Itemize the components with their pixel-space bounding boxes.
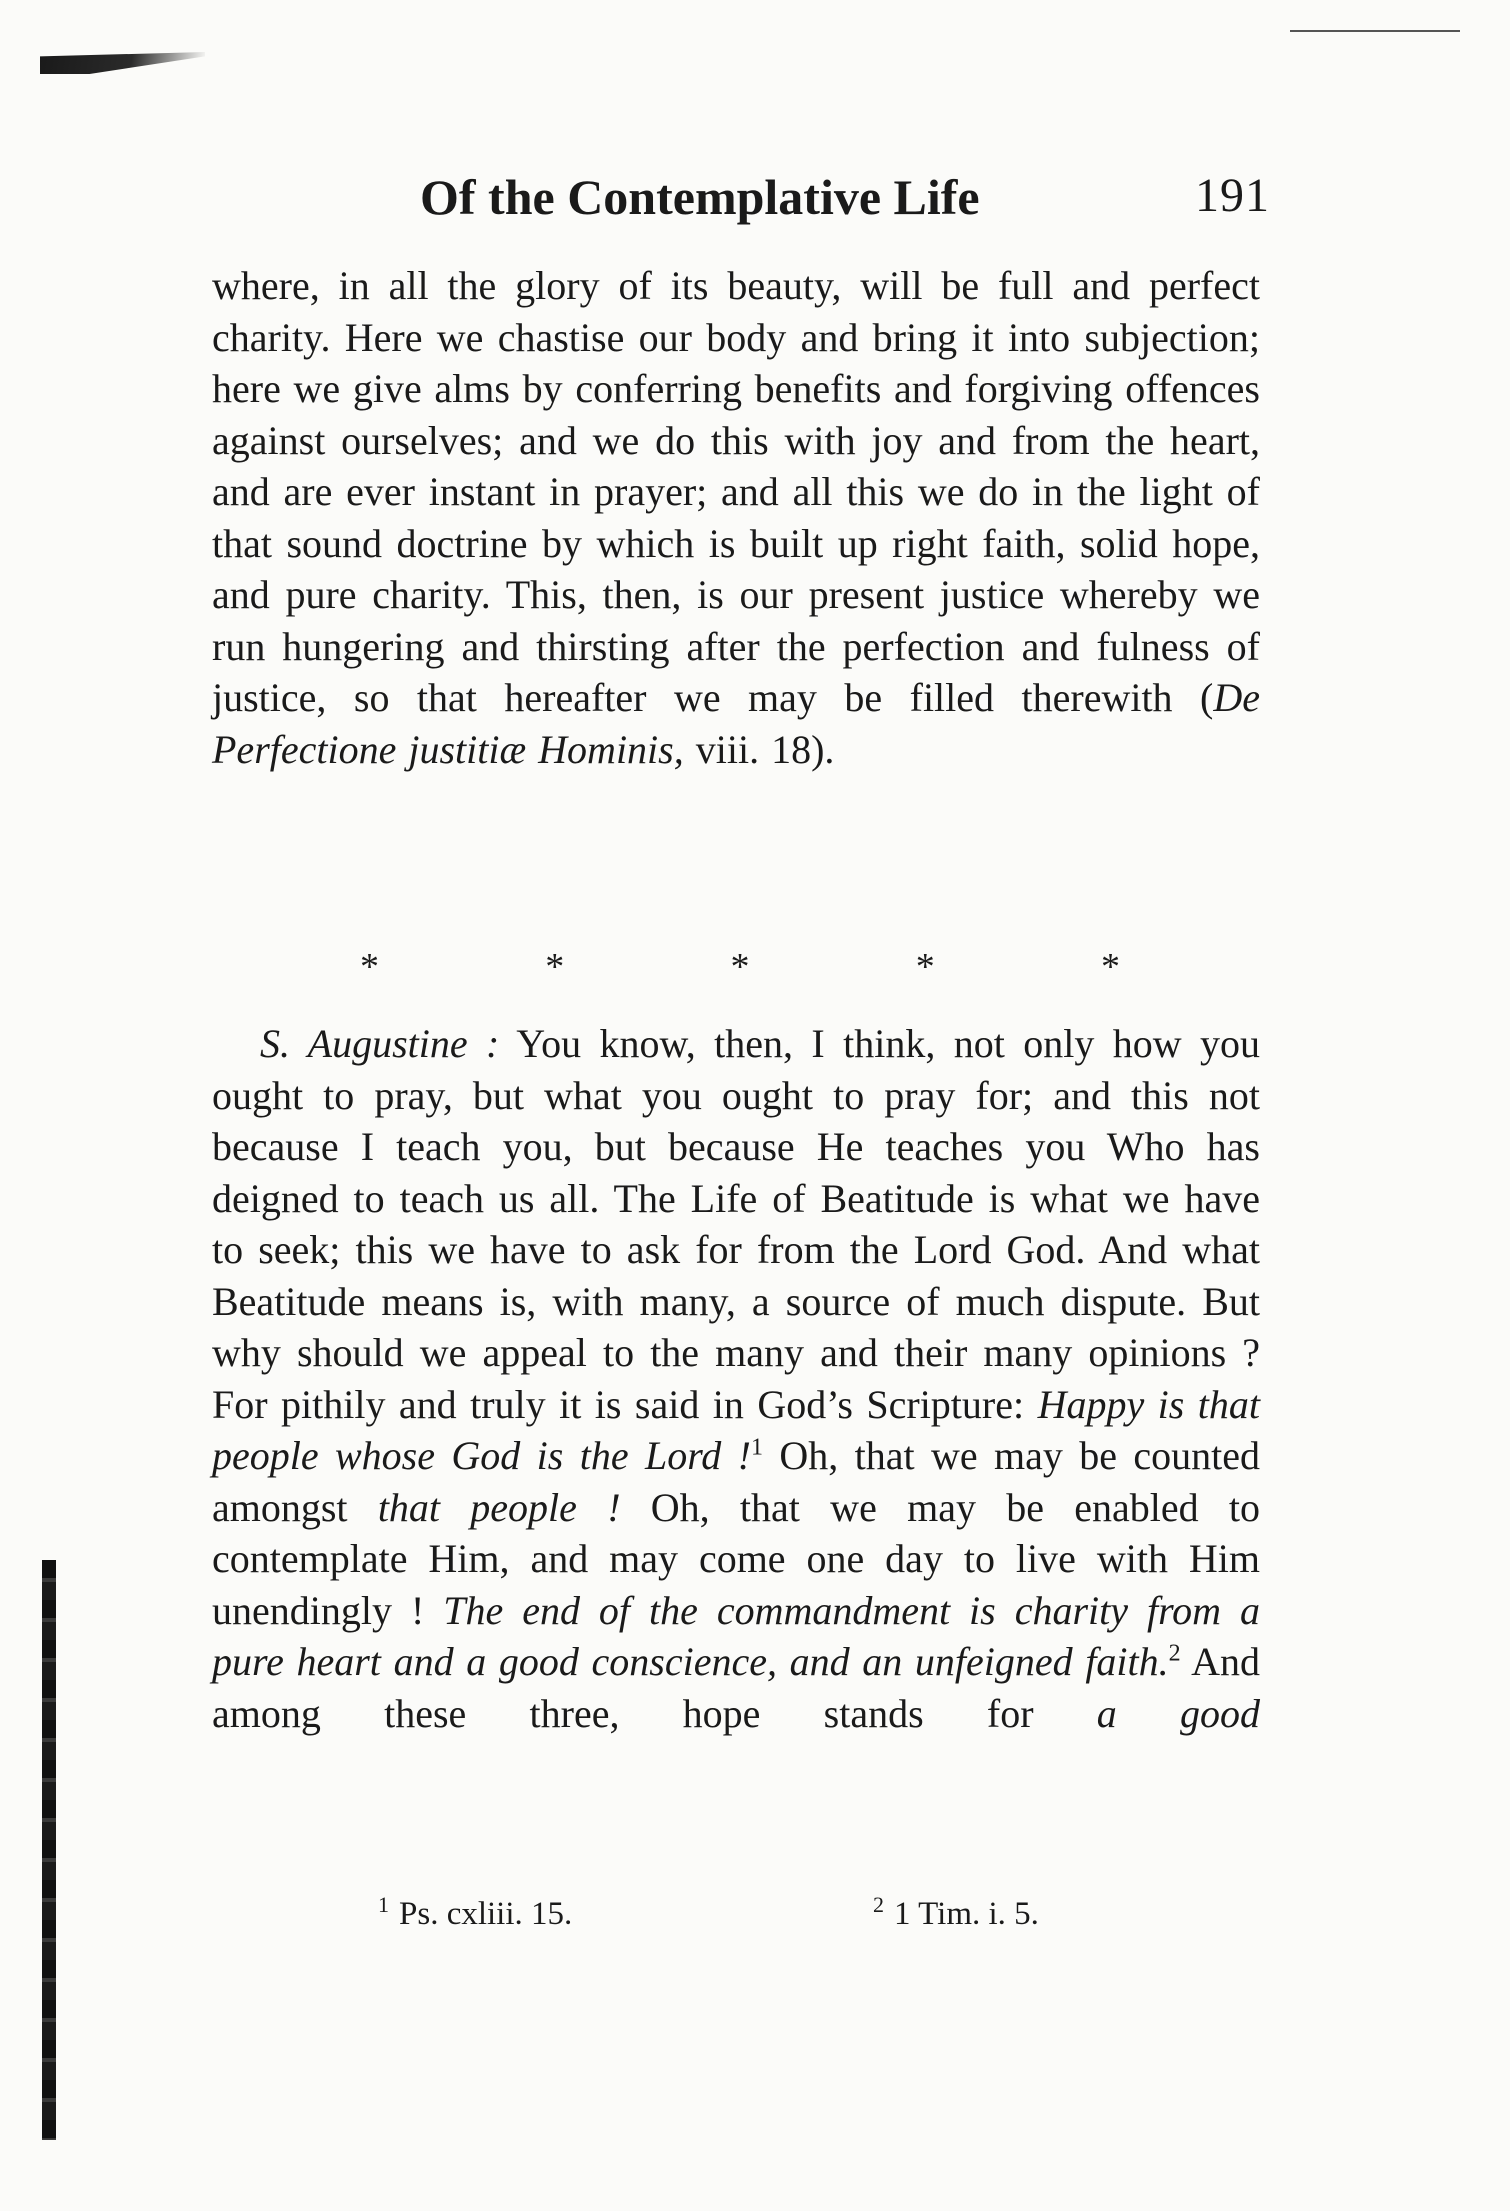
spine-edge [42,1560,56,2140]
scripture-quote-3: The end of the commandment is charity from a pure heart and a good conscience, and an unfeigned faith. [212,1587,1260,1684]
scripture-quote-4: a good [1096,1690,1261,1736]
paragraph-2-text: You know, then, I think, not only how you ought to pray, but what you ought to pray for; and this not because I teach you, but because He teaches you Who has deigned to teach us all. The Life of Beatitude is what we have to seek; this we have to ask for from the Lord God. And what Beatitude means is, with many, a source of much dispute. But why should we appeal to the many and their many opinions ? For pithily and truly it is said in God’s Scripture: [212,1021,1260,1427]
paragraph-2 [212,1018,1260,1739]
page-number: 191 [1195,169,1270,222]
scripture-quote-1: Happy is that people whose God is the Lord ! [212,1381,1261,1478]
page-header [420,168,1270,238]
asterisk: * [730,946,750,988]
footnote-text: Ps. cxliii. 15. [399,1896,573,1932]
footnote-text: 1 Tim. i. 5. [894,1896,1039,1932]
footnote-2 [873,1892,1039,1933]
footnote-ref-1: 1 [750,1434,763,1461]
paragraph-2-text: And among these three, hope stands for [212,1639,1261,1736]
footnote-mark: 2 [873,1892,884,1917]
asterisk: * [915,946,935,988]
paragraph-1 [212,260,1260,775]
footnote-ref-2: 2 [1168,1640,1181,1667]
scripture-quote-2: that people ! [377,1484,621,1530]
asterisk: * [1101,946,1120,988]
paragraph-2-text: Oh, that we may be enabled to contemplate Him, and may come one day to live with Him unendingly ! [212,1484,1260,1633]
asterisk: * [545,946,565,988]
footnote-mark: 1 [378,1892,389,1917]
paragraph-2-text: Oh, that we may be counted amongst [212,1433,1261,1530]
running-title: Of the Contemplative Life [420,169,980,225]
section-separator [360,945,1120,989]
asterisk: * [360,946,379,988]
work-citation: De Perfectione justitiæ Hominis, [212,675,1260,772]
citation-reference: viii. 18). [683,726,835,772]
binding-shadow [40,52,205,74]
footnote-1 [378,1892,572,1933]
paragraph-1-text: where, in all the glory of its beauty, will be full and perfect charity. Here we chastise our body and bring it into subjection; here we give alms by conferring benefits and forgiving offences against ourselves; and we do this with joy and from the heart, and are ever instant in prayer; and all this we do in the light of that sound doctrine by which is built up right faith, solid hope, and pure charity. This, then, is our present justice whereby we run hungering and thirsting after the perfection and fulness of justice, so that hereafter we may be filled therewith ( [212,263,1260,720]
top-rule [1290,30,1460,32]
speaker-name: S. Augustine : [260,1021,500,1066]
